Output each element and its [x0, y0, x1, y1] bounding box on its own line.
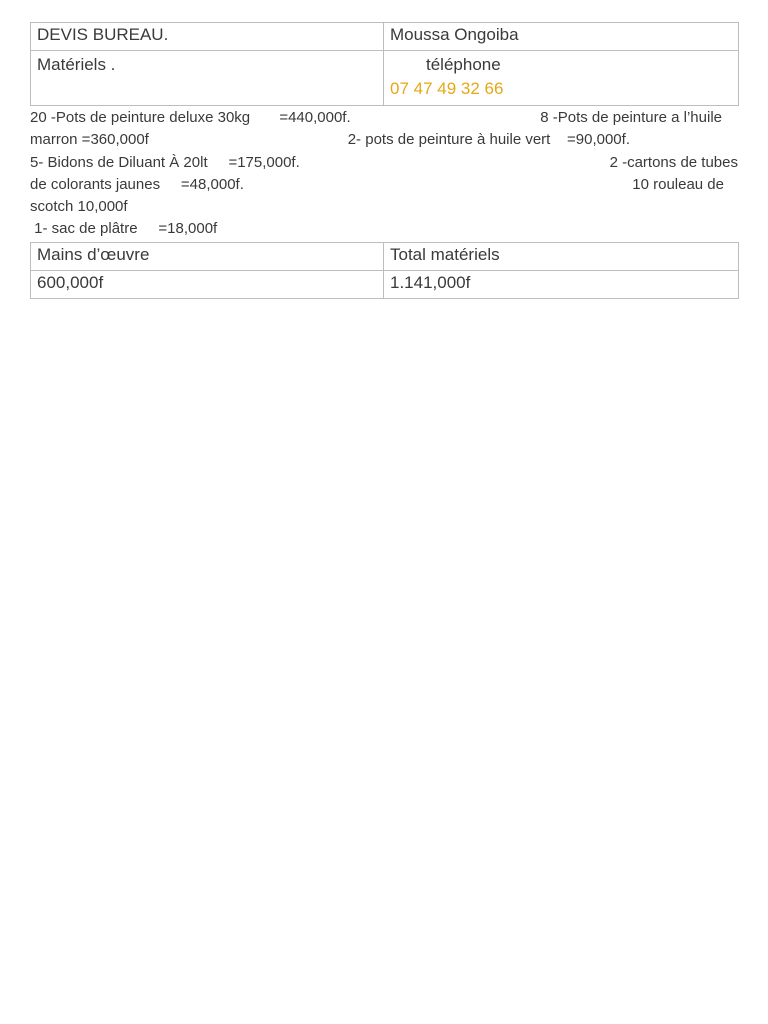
quote-title: DEVIS BUREAU. [31, 23, 384, 51]
summary-table [30, 242, 739, 299]
materials-line-left: 20 -Pots de peinture deluxe 30kg =440,000f. [30, 109, 351, 126]
materials-total-label: Total matériels [384, 242, 739, 270]
labor-label: Mains d’œuvre [31, 242, 384, 270]
materials-line [30, 107, 722, 129]
materials-total-value: 1.141,000f [384, 270, 739, 298]
materials-line [30, 174, 724, 196]
contact-name: Moussa Ongoiba [384, 23, 739, 51]
materials-line [30, 196, 722, 218]
materials-line-right: 2- pots de peinture à huile vert =90,000f. [347, 131, 630, 149]
header-table [30, 22, 739, 106]
labor-value: 600,000f [31, 270, 384, 298]
phone-cell [384, 51, 739, 106]
materials-line [30, 218, 722, 240]
phone-number[interactable]: 07 47 49 32 66 [390, 79, 504, 98]
materials-section-label: Matériels . [31, 51, 384, 106]
materials-line-right: 2 -cartons de tubes [609, 153, 738, 171]
quote-document [30, 22, 738, 299]
materials-line-left: scotch 10,000f [30, 198, 128, 216]
materials-line-left: 1- sac de plâtre =18,000f [30, 220, 218, 238]
materials-line [30, 152, 738, 174]
materials-line-right: 8 -Pots de peinture a l’huile [540, 109, 722, 126]
materials-line-left: marron =360,000f [30, 131, 149, 149]
phone-label: téléphone [426, 55, 501, 74]
materials-list [30, 106, 738, 242]
materials-line-left: de colorants jaunes =48,000f. [30, 175, 244, 193]
materials-line [30, 129, 722, 151]
materials-line-right: 10 rouleau de [632, 175, 724, 193]
materials-line-left: 5- Bidons de Diluant À 20lt =175,000f. [30, 153, 300, 171]
